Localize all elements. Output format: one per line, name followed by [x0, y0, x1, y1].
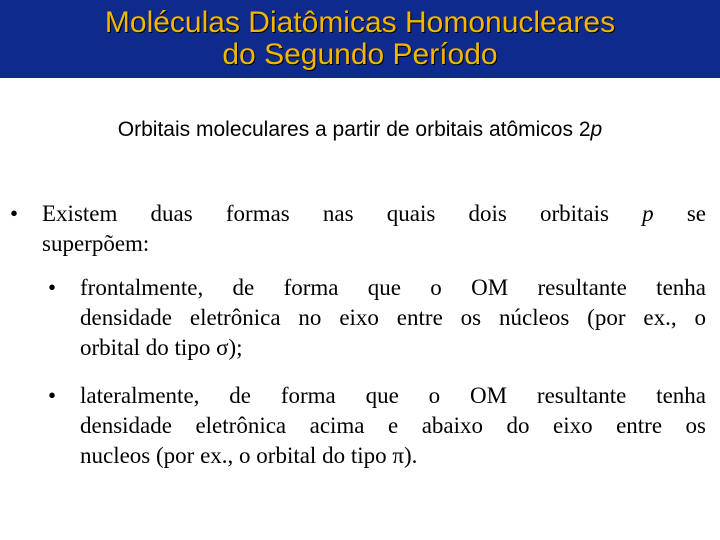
sub-bullet-line: frontalmente, de forma que o OM resultante tenha: [80, 275, 706, 300]
sub-bullet-line: lateralmente, de forma que o OM resultante tenha: [80, 383, 706, 408]
sub-bullet-text: [80, 273, 706, 363]
slide-title-line-1: Moléculas Diatômicas Homonucleares: [104, 6, 616, 39]
subtitle-text: Orbitais moleculares a partir de orbitais atômicos 2: [117, 118, 591, 141]
bullet-dot: •: [48, 383, 57, 408]
bullet-dot: •: [10, 201, 19, 226]
sub-bullet-text: [80, 381, 706, 471]
slide-title-line-2: do Segundo Período: [222, 38, 498, 71]
subtitle-symbol: p: [590, 118, 603, 141]
main-bullet-text: [42, 199, 706, 259]
sub-bullet-line: densidade eletrônica acima e abaixo do eixo entre os: [80, 413, 706, 438]
slide-subtitle: [0, 118, 720, 142]
sub-bullet-line: orbital do tipo σ);: [80, 335, 243, 360]
sub-bullet-line: densidade eletrônica no eixo entre os núcleos (por ex., o: [80, 305, 706, 330]
bullet-dot: •: [48, 275, 57, 300]
main-bullet-line-2: superpõem:: [42, 231, 150, 256]
title-banner: [0, 0, 720, 78]
main-bullet-line-1: Existem duas formas nas quais dois orbitais p se: [42, 201, 706, 226]
sub-bullet-line: nucleos (por ex., o orbital do tipo π).: [80, 443, 418, 468]
